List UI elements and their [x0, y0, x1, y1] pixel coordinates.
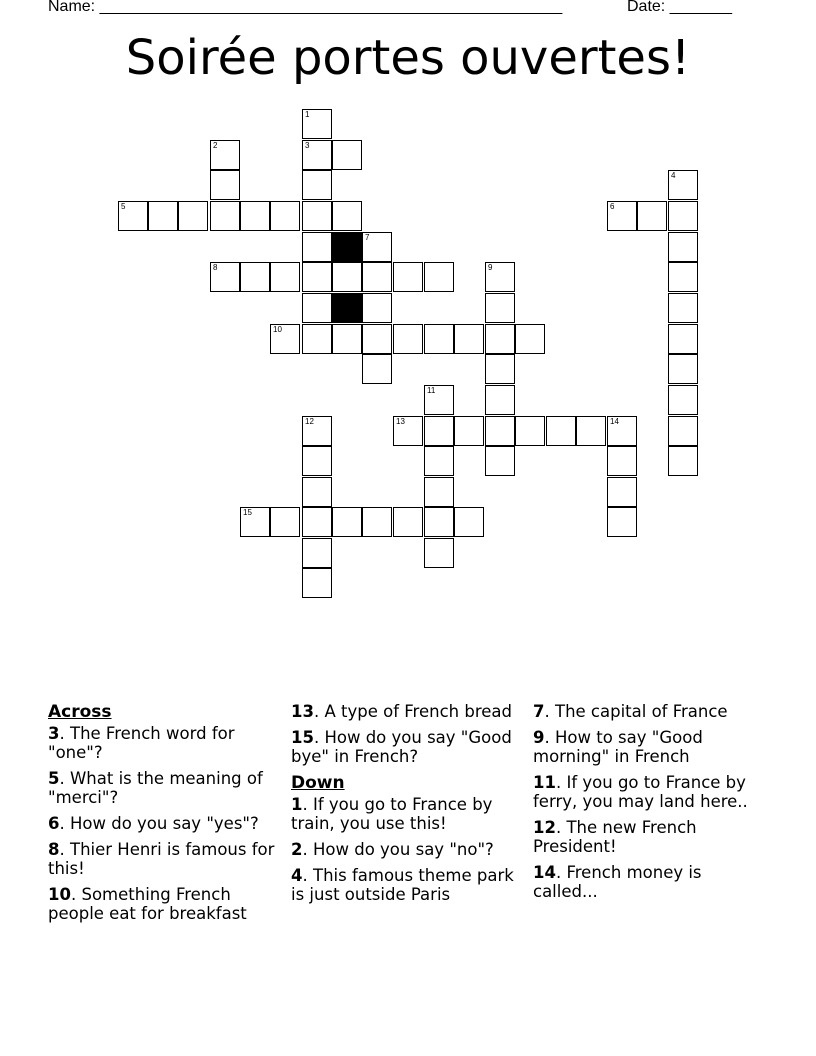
grid-cell[interactable] [424, 324, 454, 354]
clue-item-text: If you go to France by train, you use this! [291, 795, 493, 833]
clue-item-number: 3 [48, 724, 60, 743]
clue-column-3 [533, 702, 769, 908]
clue-item-number: 9 [533, 728, 545, 747]
grid-cell[interactable] [302, 201, 332, 231]
grid-cell[interactable] [178, 201, 208, 231]
grid-cell[interactable] [332, 140, 362, 170]
clue-item-number: 6 [48, 814, 60, 833]
grid-cell[interactable] [270, 201, 300, 231]
clue-item: 8. Thier Henri is famous for this! [48, 840, 275, 878]
grid-cell[interactable] [607, 446, 637, 476]
grid-cell[interactable] [637, 201, 667, 231]
grid-cell[interactable] [393, 507, 423, 537]
clue-item-number: 11 [533, 773, 556, 792]
grid-cell[interactable] [393, 324, 423, 354]
grid-cell[interactable] [302, 324, 332, 354]
grid-cell[interactable] [485, 385, 515, 415]
clue-item: 11. If you go to France by ferry, you may land here.. [533, 773, 748, 811]
grid-cell[interactable] [485, 446, 515, 476]
grid-cell[interactable] [668, 416, 698, 446]
clue-column-1 [48, 702, 284, 930]
clue-item: 7. The capital of France [533, 702, 728, 721]
clue-number: 9 [488, 263, 493, 272]
grid-cell[interactable] [270, 262, 300, 292]
clue-item-number: 1 [291, 795, 303, 814]
clue-number: 7 [365, 233, 370, 242]
grid-cell[interactable] [485, 354, 515, 384]
grid-cell[interactable] [424, 477, 454, 507]
across-heading: Across [48, 702, 112, 722]
clue-item-text: Thier Henri is famous for this! [48, 840, 275, 878]
grid-cell[interactable] [270, 324, 300, 354]
clue-item: 15. How do you say "Good bye" in French? [291, 728, 512, 766]
clue-item: 4. This famous theme park is just outside Paris [291, 866, 514, 904]
clue-item-text: How do you say "Good bye" in French? [291, 728, 512, 766]
clue-number: 3 [305, 141, 310, 150]
grid-cell[interactable] [210, 140, 240, 170]
clue-item-text: The new French President! [533, 818, 697, 856]
grid-cell[interactable] [362, 354, 392, 384]
grid-cell[interactable] [393, 416, 423, 446]
grid-cell[interactable] [546, 416, 576, 446]
name-field-label: Name: ____________________________________________________ [48, 0, 563, 15]
clue-item: 3. The French word for "one"? [48, 724, 235, 762]
grid-cell[interactable] [240, 262, 270, 292]
clue-item-number: 5 [48, 769, 60, 788]
clue-column-2 [291, 702, 527, 911]
clue-item-text: How do you say "yes"? [69, 814, 259, 833]
clue-number: 4 [671, 171, 676, 180]
grid-cell[interactable] [607, 477, 637, 507]
grid-cell[interactable] [332, 324, 362, 354]
grid-cell[interactable] [270, 507, 300, 537]
clue-item: 5. What is the meaning of "merci"? [48, 769, 263, 807]
grid-cell[interactable] [362, 507, 392, 537]
grid-cell[interactable] [454, 507, 484, 537]
clue-number: 8 [213, 263, 218, 272]
clue-number: 10 [273, 325, 282, 334]
clue-item-text: This famous theme park is just outside Paris [291, 866, 514, 904]
grid-cell[interactable] [424, 446, 454, 476]
grid-cell[interactable] [607, 416, 637, 446]
grid-cell[interactable] [424, 262, 454, 292]
grid-cell[interactable] [668, 354, 698, 384]
grid-cell[interactable] [210, 201, 240, 231]
grid-cell[interactable] [332, 262, 362, 292]
grid-cell[interactable] [210, 262, 240, 292]
grid-cell[interactable] [393, 262, 423, 292]
grid-cell[interactable] [668, 446, 698, 476]
clue-item-number: 10 [48, 885, 71, 904]
grid-cell[interactable] [210, 170, 240, 200]
grid-cell[interactable] [424, 385, 454, 415]
clue-item-text: Something French people eat for breakfast [48, 885, 247, 923]
clue-number: 5 [121, 202, 126, 211]
grid-cell[interactable] [515, 324, 545, 354]
grid-cell[interactable] [362, 324, 392, 354]
black-square [332, 293, 362, 323]
grid-cell[interactable] [302, 446, 332, 476]
grid-cell[interactable] [332, 201, 362, 231]
date-field-label: Date: _______ [627, 0, 732, 15]
down-heading: Down [291, 773, 345, 793]
grid-cell[interactable] [302, 507, 332, 537]
grid-cell[interactable] [424, 507, 454, 537]
clue-item-number: 7 [533, 702, 545, 721]
clue-item-text: What is the meaning of "merci"? [48, 769, 263, 807]
clue-number: 14 [610, 417, 619, 426]
grid-cell[interactable] [454, 416, 484, 446]
clue-item: 6. How do you say "yes"? [48, 814, 259, 833]
grid-cell[interactable] [302, 140, 332, 170]
grid-cell[interactable] [668, 324, 698, 354]
grid-cell[interactable] [668, 232, 698, 262]
grid-cell[interactable] [302, 416, 332, 446]
grid-cell[interactable] [302, 477, 332, 507]
grid-cell[interactable] [302, 293, 332, 323]
grid-cell[interactable] [576, 416, 606, 446]
grid-cell[interactable] [515, 416, 545, 446]
puzzle-title: Soirée portes ouvertes! [125, 30, 691, 86]
grid-cell[interactable] [668, 385, 698, 415]
clue-item: 10. Something French people eat for breakfast [48, 885, 247, 923]
grid-cell[interactable] [302, 109, 332, 139]
clue-number: 13 [396, 417, 405, 426]
clue-item-text: The capital of France [554, 702, 728, 721]
clue-item-text: French money is called... [533, 863, 702, 901]
grid-cell[interactable] [302, 170, 332, 200]
clue-item-number: 2 [291, 840, 303, 859]
clue-item: 9. How to say "Good morning" in French [533, 728, 703, 766]
grid-cell[interactable] [240, 201, 270, 231]
clue-number: 12 [305, 417, 314, 426]
clue-item-number: 4 [291, 866, 303, 885]
clue-number: 1 [305, 110, 310, 119]
clue-number: 11 [427, 386, 436, 395]
grid-cell[interactable] [302, 232, 332, 262]
grid-cell[interactable] [668, 262, 698, 292]
clue-item-text: How do you say "no"? [312, 840, 494, 859]
clue-item: 12. The new French President! [533, 818, 697, 856]
grid-cell[interactable] [424, 538, 454, 568]
grid-cell[interactable] [240, 507, 270, 537]
clue-item-number: 8 [48, 840, 60, 859]
clue-item-text: The French word for "one"? [48, 724, 235, 762]
grid-cell[interactable] [362, 232, 392, 262]
grid-cell[interactable] [485, 416, 515, 446]
clue-item-text: If you go to France by ferry, you may land here.. [533, 773, 748, 811]
grid-cell[interactable] [148, 201, 178, 231]
grid-cell[interactable] [485, 293, 515, 323]
grid-cell[interactable] [302, 538, 332, 568]
grid-cell[interactable] [607, 507, 637, 537]
grid-cell[interactable] [362, 293, 392, 323]
grid-cell[interactable] [332, 507, 362, 537]
clue-item-number: 14 [533, 863, 556, 882]
clue-item: 14. French money is called... [533, 863, 702, 901]
grid-cell[interactable] [485, 324, 515, 354]
clue-number: 15 [243, 508, 252, 517]
clue-item: 2. How do you say "no"? [291, 840, 494, 859]
grid-cell[interactable] [668, 170, 698, 200]
grid-cell[interactable] [668, 201, 698, 231]
clue-item-number: 12 [533, 818, 556, 837]
grid-cell[interactable] [424, 416, 454, 446]
grid-cell[interactable] [454, 324, 484, 354]
grid-cell[interactable] [302, 262, 332, 292]
clue-item: 1. If you go to France by train, you use this! [291, 795, 493, 833]
clue-item-number: 15 [291, 728, 314, 747]
clue-item: 13. A type of French bread [291, 702, 512, 721]
clue-item-number: 13 [291, 702, 314, 721]
grid-cell[interactable] [607, 201, 637, 231]
grid-cell[interactable] [668, 293, 698, 323]
grid-cell[interactable] [362, 262, 392, 292]
clue-number: 6 [610, 202, 615, 211]
black-square [332, 232, 362, 262]
clue-item-text: A type of French bread [324, 702, 512, 721]
grid-cell[interactable] [302, 568, 332, 598]
clue-item-text: How to say "Good morning" in French [533, 728, 703, 766]
grid-cell[interactable] [118, 201, 148, 231]
grid-cell[interactable] [485, 262, 515, 292]
clue-number: 2 [213, 141, 218, 150]
